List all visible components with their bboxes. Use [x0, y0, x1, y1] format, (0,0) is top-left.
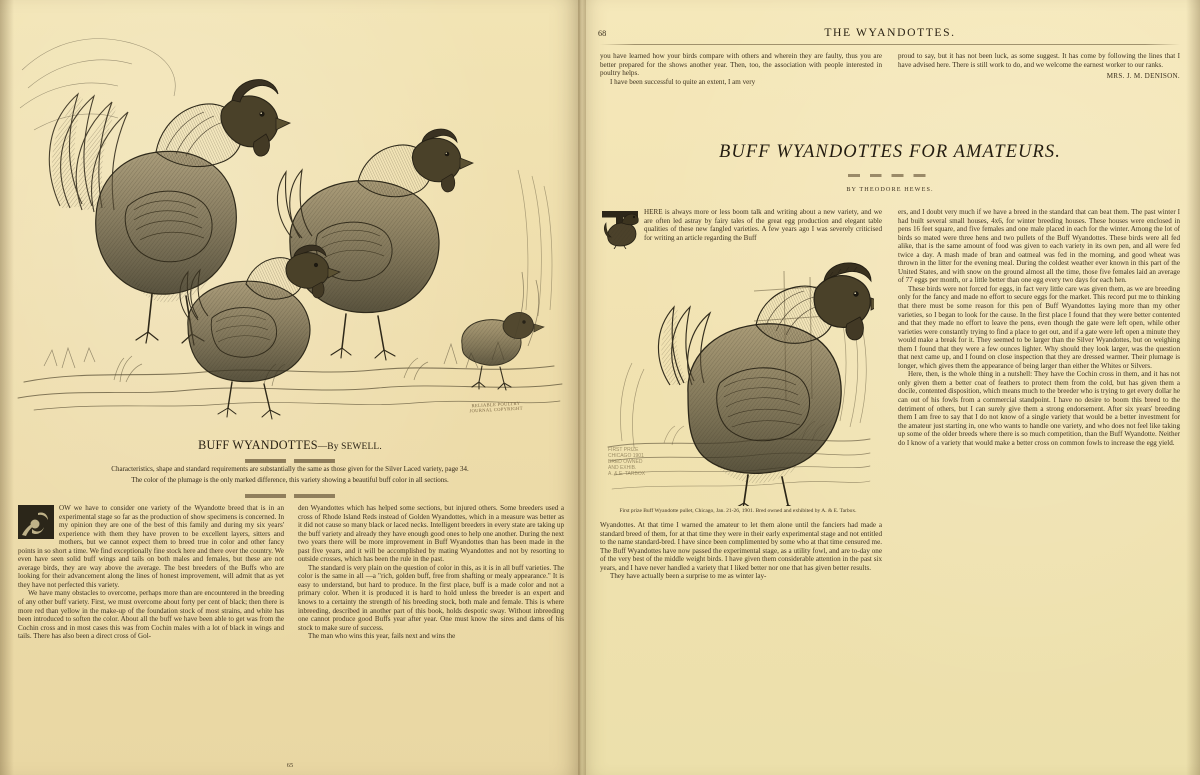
left-page-folio: 65: [286, 762, 294, 769]
right-page: [580, 0, 1200, 775]
plate-caption-line-2: The color of the plumage is the only marked difference, this variety showing a beautiful buff color in all sections.: [131, 475, 449, 484]
running-head-title: THE WYANDOTTES.: [824, 26, 956, 39]
left-col1-paragraph-1: OW we have to consider one variety of the Wyandotte breed that is in an experimental stage so far as the production of show specimens is concerned. In my opinion they are one of the best of this family and during my six years' experience with them they have proven to be excellent layers, sitters and mothers, but we cannot expect them to breed true in color and other fancy points in so short a time. We find exceptionally fine stock here and there over the country. We even have seen solid buff wings and tails on both males and females, but these are not average birds, they are way above the average. The best breeders of the Buffs who are looking for their advancement along the lines of honest improvement, will admit that as yet they have not perfected this variety.: [18, 504, 284, 589]
left-edge-shadow: [0, 0, 14, 775]
plate-title-main: BUFF WYANDOTTES: [198, 438, 318, 452]
article-right-paragraph-2: These birds were not forced for eggs, in fact very little care was given them, as we are breeding only for the fancy and made no effort to secure eggs for the market. This record put me to thinking that there must be some reason for this pen of Buff Wyandottes laying more than my other varieties, so I began to look for the cause. In the first place I found that they were better contented and that they made no effort to leave the pens, even though the gate were left open, while other varieties were constantly trying to find a place to get out, and if a gate were left open a minute they would make a break for it. They seemed to be larger than the Silver Wyandottes, but on weighing them I found that they were a few ounces lighter. Why should they look larger, was the question that next came up, and I found on close inspection that they are dressed warmer. Their plumage is longer, which gives them the appearance of being larger than either the Whites or Silvers.: [898, 284, 1180, 370]
article-right-paragraph-3: Here, then, is the whole thing in a nutshell: They have the Cochin cross in them, and it has not only given them a better coat of feathers to protect them from the cold, but has given them a docile, contented disposition, which means much to the breeder who is trying to get every dollar he can out of his fowls from a commercial standpoint. I have no desire to boom this breed to the detriment of others, but I can surely give them a strong endorsement. After six years' breeding them I am free to say that I do not know of a single variety that would be a better investment for the amateur just starting in, one who wants to handle one variety, and who does not feel like taking up some of the older breeds where there is so much competition, than the Buff Wyandotte. Neither do I know of a variety that would make a better cross on common fowls to increase the egg yield.: [898, 370, 1180, 447]
running-head-rule: [600, 44, 1180, 45]
left-col2-paragraph-2: The standard is very plain on the question of color in this, as it is in all buff varieties. The color is the same in all —a "rich, golden buff, free from shafting or mealy appearance." It is easy to understand, but hard to produce. In the first place, buff is a made color and not a primary color. When it is produced it is hard to hold unless the breeder is an expert and knows to a certainty the strength of his breeding stock, both male and female. This is where inbreeding, described in another part of this book, holds despotic sway. Without inbreeding one cannot produce good Buffs year after year. One must know the sires and dams of his stock to make sure of success.: [298, 563, 564, 632]
article-title-ornament: [848, 174, 932, 177]
reliable-poultry-journal-mark: RELIABLE POULTRY JOURNAL COPYRIGHT: [469, 400, 523, 414]
figure-caption: First prize Buff Wyandotte pullet, Chicago, Jan. 21-26, 1901. Bred owned and exhibited by A. & E. Tarbox.: [619, 508, 857, 515]
article-right-paragraph-1: ers, and I doubt very much if we have a breed in the standard that can beat them. The past winter I had built several small houses, 4x6, for winter breeding houses. These houses were enclosed in pens 16 feet square, and five females and one male placed in each for the winter. Among the lot of birds so mated were three hens and two pullets of the Buff Wyandottes. These birds were all fed alike, that is the same amount of food was given to each variety in its own pen, and all were fed twice a day. A mash made of bran and oatmeal was fed in the morning, and good wheat was thrown in the litter for the evening meal. During the coldest weather ever known in this part of the United States, and with snow on the ground almost all the time, those five females laid an average of 77 eggs per month, or a little better than one egg every two days for each hen.: [898, 208, 1180, 285]
right-page-running-head: [598, 26, 1182, 39]
ornament-rule-bottom: [241, 494, 339, 498]
plate-caption-line-1: Characteristics, shape and standard requirements are substantially the same as those given for the Silver Laced variety, page 34.: [111, 465, 469, 473]
left-col2-paragraph-1: den Wyandottes which has helped some sections, but injured others. Some breeders used a cross of Rhode Island Reds instead of Golden Wyandottes, which in a measure was better as it did not cause so many black or laced necks. Intelligent breeders in every state are taking up the buff variety and already they have enough good ones to help one another. During the next two years there will be more improvement in Buff Wyandottes than has been made in the past five years, and it will be accomplished by mating Wyandottes and not by resorting to outside crosses, which has been the rule in the past.: [298, 504, 564, 564]
plate-title: [0, 438, 580, 453]
buff-wyandottes-plate-illustration: [14, 10, 566, 430]
right-page-folio: 68: [598, 29, 607, 38]
svg-text:A. & E. TARBOX: A. & E. TARBOX: [608, 471, 646, 478]
left-column-two: [298, 504, 564, 756]
right-edge-shadow: [1186, 0, 1200, 775]
cont-left-paragraph-1: you have learned how your birds compare with others and wherein they are faulty, thus you are better prepared for the shows another year. Then, too, the association with people interested in poultry helps.: [600, 52, 882, 78]
drop-cap-t-hen-icon: [600, 209, 640, 249]
buff-wyandotte-pullet-figure: [604, 251, 874, 506]
left-col2-paragraph-3: The man who wins this year, fails next and wins the: [308, 632, 456, 641]
svg-text:AND EXHIB.: AND EXHIB.: [608, 465, 637, 472]
continuation-right-column: [898, 52, 1180, 114]
article-left-paragraph-3: They have actually been a surprise to me as winter lay-: [610, 572, 767, 581]
left-page-columns: [18, 504, 564, 756]
ornament-rule-top: [241, 459, 339, 463]
article-columns: [600, 208, 1180, 756]
continuation-left-column: [600, 52, 882, 114]
plate-caption-note: [20, 464, 560, 485]
cont-left-paragraph-2: I have been successful to quite an extent, I am very: [610, 77, 756, 86]
svg-text:CHICAGO 1901: CHICAGO 1901: [608, 453, 644, 460]
left-page: [0, 0, 580, 775]
article-left-column: [600, 208, 882, 756]
article-signature: MRS. J. M. DENISON.: [1106, 72, 1180, 81]
svg-text:FIRST PRIZE: FIRST PRIZE: [608, 447, 639, 454]
left-column-one: [18, 504, 284, 756]
drop-cap-n-icon: [18, 505, 54, 539]
article-title: BUFF WYANDOTTES FOR AMATEURS.: [718, 142, 1061, 162]
article-right-column: [898, 208, 1180, 756]
cont-right-paragraph-1: proud to say, but it has not been luck, as some suggest. It has come by following the lines that I have advised here. There is still work to do, and we welcome the earnest worker to our ranks.: [898, 52, 1180, 69]
article-byline: BY THEODORE HEWES.: [846, 186, 934, 193]
continuation-columns: [600, 52, 1180, 114]
article-left-paragraph-2: Wyandottes. At that time I warned the amateur to let them alone until the fanciers had made a standard breed of them, for at that time they were in their early experimental stage and not entitled to the name standard-bred. I have since been complimented by some who at that time censured me. The Buff Wyandottes have now passed the experimental stage, as a utility fowl, and are to-day one of the very best of the middle weight birds. I have given them considerable attention in the past six years, and I have never handled a variety that I liked better nor one that has given better results.: [600, 521, 882, 572]
plate-title-artist: —By SEWELL.: [317, 442, 382, 452]
left-col1-paragraph-2: We have many obstacles to overcome, perhaps more than are encountered in the breeding of any other buff variety. First, we must overcome about forty per cent of black; then there is more red than yellow in the make-up of the foundation stock of most strains, and white has been introduced to soften the color. About all the buff we have been able to get was from the Cochin cross and in most cases this was from Cochin males with a lot of black in wings and tails. There has also been a direct cross of Gol-: [18, 589, 284, 641]
article-left-paragraph-1: HERE is always more or less boom talk and writing about a new variety, and we are often led astray by fairy tales of the great egg production and elegant table qualities of these new fangled varieties. A few years ago I was severely criticised for writing an article regarding the Buff: [644, 208, 882, 242]
svg-text:BRED OWNED: BRED OWNED: [608, 459, 643, 466]
